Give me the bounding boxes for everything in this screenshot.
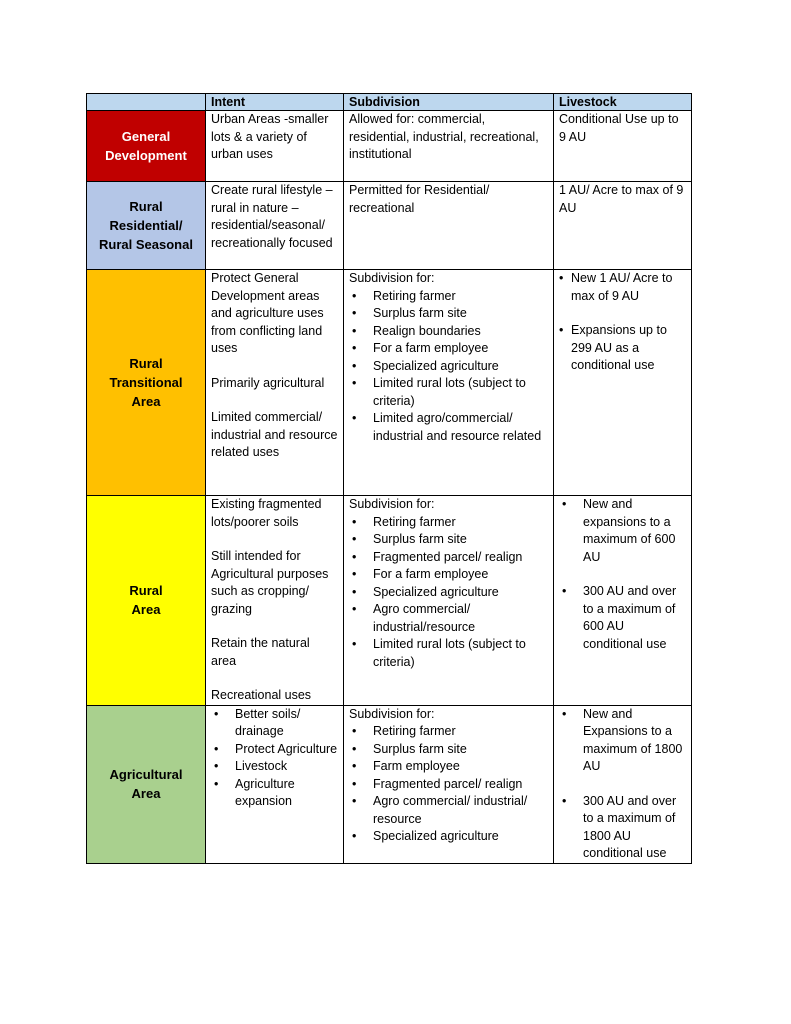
list-item: • Agriculture expansion	[211, 776, 338, 811]
list-item: • Agro commercial/ industrial/ resource	[349, 793, 548, 828]
list-item: • Better soils/ drainage	[211, 706, 338, 741]
livestock-cell	[554, 182, 692, 270]
subdivision-cell	[344, 182, 554, 270]
subdivision-cell	[344, 705, 554, 863]
subdivision-cell	[344, 111, 554, 182]
list-item: • Fragmented parcel/ realign	[349, 549, 548, 567]
livestock-cell	[554, 496, 692, 706]
subdivision-list	[349, 514, 548, 672]
list-item: • Retiring farmer	[349, 288, 548, 306]
list-item: • Specialized agriculture	[349, 358, 548, 376]
list-item: • Realign boundaries	[349, 323, 548, 341]
zone-label-general-development: General Development	[87, 111, 206, 182]
intent-cell	[206, 182, 344, 270]
table-row-general-development	[87, 111, 692, 182]
list-item: • Surplus farm site	[349, 305, 548, 323]
list-item: • New and expansions to a maximum of 600 AU	[559, 496, 686, 566]
list-item: • Expansions up to 299 AU as a conditional use	[559, 322, 686, 375]
list-item: • Farm employee	[349, 758, 548, 776]
list-item: • Specialized agriculture	[349, 828, 548, 846]
list-item: • Limited agro/commercial/ industrial and resource related	[349, 410, 548, 445]
intent-cell	[206, 270, 344, 496]
list-item: • For a farm employee	[349, 566, 548, 584]
subdivision-text: Allowed for: commercial, residential, industrial, recreational, institutional	[349, 112, 539, 161]
table-row-rural-area	[87, 496, 692, 706]
list-item: • Livestock	[211, 758, 338, 776]
table-row-agricultural-area	[87, 705, 692, 863]
intent-text: Urban Areas -smaller lots & a variety of urban uses	[211, 112, 329, 161]
livestock-list	[559, 496, 686, 566]
intent-paragraph: Recreational uses	[211, 688, 312, 702]
intent-paragraph: Limited commercial/ industrial and resource related uses	[211, 410, 338, 459]
subdivision-list	[349, 723, 548, 846]
intent-paragraph: Still intended for Agricultural purposes such as cropping/ grazing	[211, 549, 329, 616]
livestock-cell	[554, 111, 692, 182]
list-item: • Surplus farm site	[349, 741, 548, 759]
zone-label-agricultural-area: Agricultural Area	[87, 705, 206, 863]
intent-paragraph: Existing fragmented lots/poorer soils	[211, 497, 322, 529]
subdivision-intro: Subdivision for:	[349, 271, 435, 285]
zone-label-rural-residential: Rural Residential/ Rural Seasonal	[87, 182, 206, 270]
intent-list	[211, 706, 338, 811]
list-item: • New 1 AU/ Acre to max of 9 AU	[559, 270, 686, 305]
zone-label-rural-transitional: Rural Transitional Area	[87, 270, 206, 496]
header-zone	[87, 94, 206, 111]
list-item: • New and Expansions to a maximum of 1800 AU	[559, 706, 686, 776]
intent-paragraph: Retain the natural area	[211, 636, 310, 668]
list-item: • Surplus farm site	[349, 531, 548, 549]
subdivision-cell	[344, 496, 554, 706]
list-item: • 300 AU and over to a maximum of 1800 AU conditional use	[559, 793, 686, 863]
header-intent: Intent	[206, 94, 344, 111]
list-item: • 300 AU and over to a maximum of 600 AU conditional use	[559, 583, 686, 653]
zone-label-rural-area: Rural Area	[87, 496, 206, 706]
intent-text: Create rural lifestyle – rural in nature – residential/seasonal/ recreationally focused	[211, 183, 333, 250]
subdivision-intro: Subdivision for:	[349, 497, 435, 511]
livestock-cell	[554, 705, 692, 863]
livestock-list	[559, 583, 686, 653]
list-item: • Retiring farmer	[349, 723, 548, 741]
intent-paragraph: Primarily agricultural	[211, 375, 325, 390]
list-item: • Specialized agriculture	[349, 584, 548, 602]
header-row	[87, 94, 692, 111]
header-subdivision: Subdivision	[344, 94, 554, 111]
livestock-list	[559, 706, 686, 776]
land-use-table	[86, 93, 692, 864]
header-livestock: Livestock	[554, 94, 692, 111]
intent-cell	[206, 496, 344, 706]
list-item: • Retiring farmer	[349, 514, 548, 532]
subdivision-list	[349, 288, 548, 446]
table-row-rural-transitional	[87, 270, 692, 496]
list-item: • For a farm employee	[349, 340, 548, 358]
livestock-cell	[554, 270, 692, 496]
list-item: • Limited rural lots (subject to criteria)	[349, 375, 548, 410]
livestock-list	[559, 270, 686, 305]
list-item: • Limited rural lots (subject to criteria)	[349, 636, 548, 671]
intent-cell	[206, 705, 344, 863]
livestock-text: Conditional Use up to 9 AU	[559, 112, 679, 144]
intent-paragraph: Protect General Development areas and agriculture uses from conflicting land uses	[211, 271, 324, 355]
subdivision-intro: Subdivision for:	[349, 706, 435, 721]
livestock-list	[559, 793, 686, 863]
list-item: • Fragmented parcel/ realign	[349, 776, 548, 794]
subdivision-cell	[344, 270, 554, 496]
intent-cell	[206, 111, 344, 182]
subdivision-text: Permitted for Residential/ recreational	[349, 183, 490, 215]
table-row-rural-residential	[87, 182, 692, 270]
livestock-list	[559, 322, 686, 375]
livestock-text: 1 AU/ Acre to max of 9 AU	[559, 183, 684, 215]
list-item: • Agro commercial/ industrial/resource	[349, 601, 548, 636]
list-item: • Protect Agriculture	[211, 741, 338, 759]
